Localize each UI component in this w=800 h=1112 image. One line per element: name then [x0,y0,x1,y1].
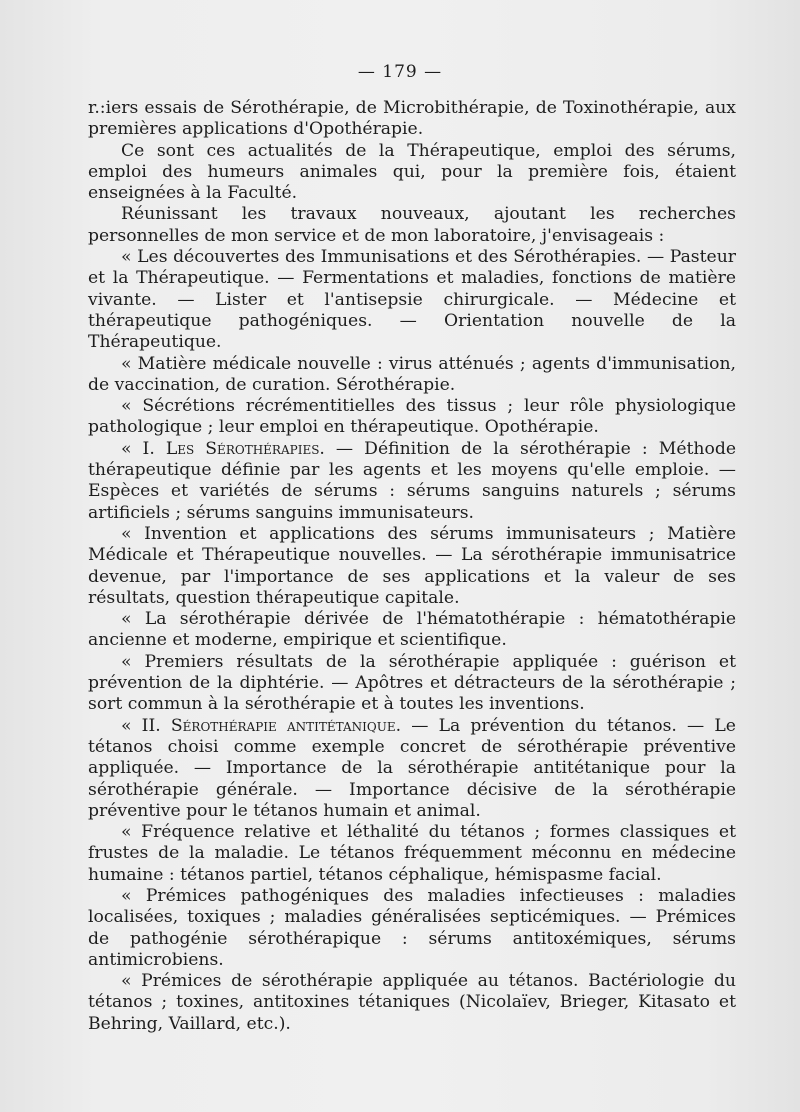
paragraph: « II. Sérothérapie antitétanique. — La prévention du tétanos. — Le tétanos choisi comme exemple concret de sérothérapie préventive appliquée. — Importance de la sérothérapie antitétanique pour la sérothérapie générale. — Importance décisive de la sérothérapie préventive pour le tétanos humain et animal. [88,715,736,821]
section-heading: « I. Les Sérothérapies. [121,438,325,459]
paragraph: « Invention et applications des sérums immunisateurs ; Matière Médicale et Thérapeutique nouvelles. — La sérothérapie immunisatrice devenue, par l'importance de ses applications et la valeur de ses résultats, question thérapeutique capitale. [88,523,736,608]
paragraph: « Matière médicale nouvelle : virus atténués ; agents d'immunisation, de vaccination, de curation. Sérothérapie. [88,353,736,395]
paragraph: « Sécrétions récrémentitielles des tissus ; leur rôle physiologique pathologique ; leur emploi en thérapeutique. Opothérapie. [88,396,736,438]
paragraph: « Premiers résultats de la sérothérapie appliquée : guérison et prévention de la diphtérie. — Apôtres et détracteurs de la sérothérapie ; sort commun à la sérothérapie et à toutes les inventions. [88,651,736,715]
paragraph: « Fréquence relative et léthalité du tétanos ; formes classiques et frustes de la maladie. Le tétanos fréquemment méconnu en médecine humaine : tétanos partiel, tétanos céphalique, hémispasme facial. [88,822,736,885]
paragraph: r.:iers essais de Sérothérapie, de Microbithérapie, de Toxinothérapie, aux premières applications d'Opothérapie. [88,98,736,140]
paragraph: « La sérothérapie dérivée de l'hématothérapie : hématothérapie ancienne et moderne, empirique et scientifique. [88,609,736,651]
body-text [88,98,736,1035]
paragraph: « Les découvertes des Immunisations et des Sérothérapies. — Pasteur et la Thérapeutique. — Fermentations et maladies, fonctions de matière vivante. — Lister et l'antisepsie chirurgicale. — Médecine et thérapeutique pathogéniques. — Orientation nouvelle de la Thérapeutique. [88,247,736,353]
section-heading: « II. Sérothérapie antitétanique. [121,715,402,736]
page-number: — 179 — [357,62,443,82]
paragraph: Ce sont ces actualités de la Thérapeutique, emploi des sérums, emploi des humeurs animales qui, pour la première fois, étaient enseignées à la Faculté. [88,140,736,204]
paragraph: « I. Les Sérothérapies. — Définition de la sérothérapie : Méthode thérapeutique définie par les agents et les moyens qu'elle emploie. — Espèces et variétés de sérums : sérums sanguins naturels ; sérums artificiels ; sérums sanguins immunisateurs. [88,438,736,523]
paragraph: « Prémices de sérothérapie appliquée au tétanos. Bactériologie du tétanos ; toxines, antitoxines tétaniques (Nicolaïev, Brieger, Kitasato et Behring, Vaillard, etc.). [88,971,736,1034]
paragraph: Réunissant les travaux nouveaux, ajoutant les recherches personnelles de mon service et de mon laboratoire, j'envisageais : [88,204,736,246]
paragraph: « Prémices pathogéniques des maladies infectieuses : maladies localisées, toxiques ; maladies généralisées septicémiques. — Prémices de pathogénie sérothérapique : sérums antitoxémiques, sérums antimicrobiens. [88,885,736,970]
